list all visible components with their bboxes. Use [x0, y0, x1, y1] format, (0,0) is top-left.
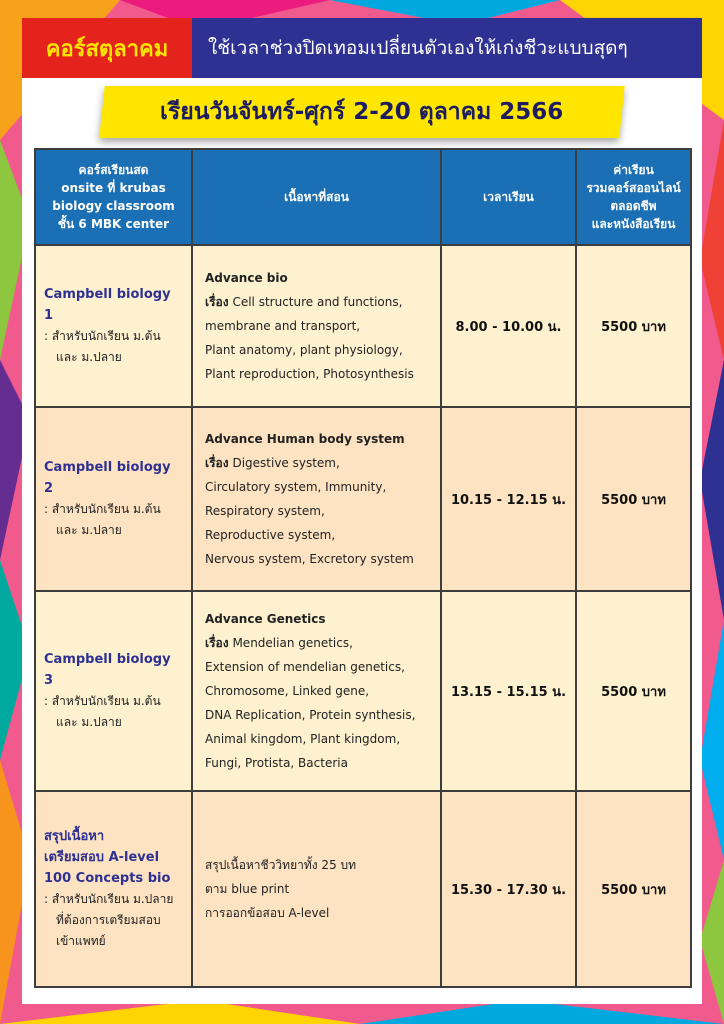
header-line: ค่าเรียน	[613, 163, 654, 177]
content-line: สรุปเนื้อหาชีววิทยาทั้ง 25 บท	[205, 858, 357, 872]
content-line: ตาม blue print	[205, 882, 290, 896]
header-content	[192, 149, 441, 245]
content-line: Extension of mendelian genetics,	[205, 660, 405, 674]
course-label: คอร์สตุลาคม	[22, 18, 192, 78]
content-cell	[192, 407, 441, 591]
course-target: : สำหรับนักเรียน ม.ต้น	[44, 502, 161, 516]
time-cell: 13.15 - 15.15 น.	[441, 591, 576, 791]
course-name: เตรียมสอบ A-level	[44, 850, 160, 865]
content-line: Fungi, Protista, Bacteria	[205, 756, 348, 770]
table-row	[35, 407, 691, 591]
content-title: Advance Human body system	[205, 432, 405, 446]
date-text: เรียนวันจันทร์-ศุกร์ 2-20 ตุลาคม 2566	[160, 99, 564, 125]
table-header-row	[35, 149, 691, 245]
topic-label: เรื่อง	[205, 456, 229, 470]
content-line: การออกข้อสอบ A-level	[205, 906, 330, 920]
course-cell	[35, 245, 192, 407]
course-target: และ ม.ปลาย	[56, 350, 122, 364]
content-line: Respiratory system,	[205, 504, 325, 518]
content-text: Mendelian genetics,	[232, 636, 353, 650]
header-line: onsite ที่ krubas	[61, 181, 166, 195]
topic-label: เรื่อง	[205, 295, 229, 309]
content-line: Plant anatomy, plant physiology,	[205, 343, 403, 357]
header-line: biology classroom	[52, 199, 175, 213]
course-name: 100 Concepts bio	[44, 871, 171, 886]
content-line: Animal kingdom, Plant kingdom,	[205, 732, 401, 746]
content-line: Reproductive system,	[205, 528, 336, 542]
time-cell: 15.30 - 17.30 น.	[441, 791, 576, 987]
tagline: ใช้เวลาช่วงปิดเทอมเปลี่ยนตัวเองให้เก่งชีวะแบบสุดๆ	[192, 18, 702, 78]
price-cell: 5500 บาท	[576, 245, 691, 407]
content-title: Advance Genetics	[205, 612, 326, 626]
course-cell	[35, 791, 192, 987]
content-line	[205, 451, 428, 475]
course-name: สรุปเนื้อหา	[44, 829, 105, 844]
table-row	[35, 245, 691, 407]
content-title: Advance bio	[205, 271, 288, 285]
content-line: Circulatory system, Immunity,	[205, 480, 387, 494]
course-target: : สำหรับนักเรียน ม.ต้น	[44, 329, 161, 343]
header-course	[35, 149, 192, 245]
course-name: Campbell biology 3	[44, 652, 171, 688]
content-text: Digestive system,	[232, 456, 340, 470]
course-name: Campbell biology 2	[44, 460, 171, 496]
header-line: รวมคอร์สออนไลน์	[586, 181, 681, 195]
header-line: ชั้น 6 MBK center	[57, 217, 170, 231]
topic-label: เรื่อง	[205, 636, 229, 650]
course-table	[34, 148, 692, 988]
header-price	[576, 149, 691, 245]
table-row	[35, 791, 691, 987]
content-line: Nervous system, Excretory system	[205, 552, 414, 566]
course-cell	[35, 407, 192, 591]
price-cell: 5500 บาท	[576, 791, 691, 987]
content-cell	[192, 591, 441, 791]
course-name: Campbell biology 1	[44, 287, 171, 323]
course-cell	[35, 591, 192, 791]
header-time	[441, 149, 576, 245]
course-target: เข้าแพทย์	[56, 934, 106, 948]
time-cell: 8.00 - 10.00 น.	[441, 245, 576, 407]
course-target: : สำหรับนักเรียน ม.ต้น	[44, 694, 161, 708]
header-line: และหนังสือเรียน	[591, 217, 676, 231]
course-target: ที่ต้องการเตรียมสอบ	[56, 913, 161, 927]
header-line: ตลอดชีพ	[610, 199, 657, 213]
content-text: Cell structure and functions,	[232, 295, 403, 309]
price-cell: 5500 บาท	[576, 591, 691, 791]
content-line: membrane and transport,	[205, 319, 361, 333]
content-line	[205, 631, 428, 655]
header-line: เนื้อหาที่สอน	[284, 190, 349, 204]
course-target: : สำหรับนักเรียน ม.ปลาย	[44, 892, 174, 906]
header-line: คอร์สเรียนสด	[78, 163, 149, 177]
content-line: Chromosome, Linked gene,	[205, 684, 370, 698]
header-line: เวลาเรียน	[483, 190, 534, 204]
top-banner	[22, 18, 702, 78]
content-line: Plant reproduction, Photosynthesis	[205, 367, 414, 381]
poster-sheet	[22, 18, 702, 1004]
course-target: และ ม.ปลาย	[56, 715, 122, 729]
table-row	[35, 591, 691, 791]
content-line: DNA Replication, Protein synthesis,	[205, 708, 416, 722]
date-banner	[99, 86, 624, 138]
course-target: และ ม.ปลาย	[56, 523, 122, 537]
content-cell	[192, 791, 441, 987]
content-cell	[192, 245, 441, 407]
time-cell: 10.15 - 12.15 น.	[441, 407, 576, 591]
price-cell: 5500 บาท	[576, 407, 691, 591]
content-line	[205, 290, 428, 314]
